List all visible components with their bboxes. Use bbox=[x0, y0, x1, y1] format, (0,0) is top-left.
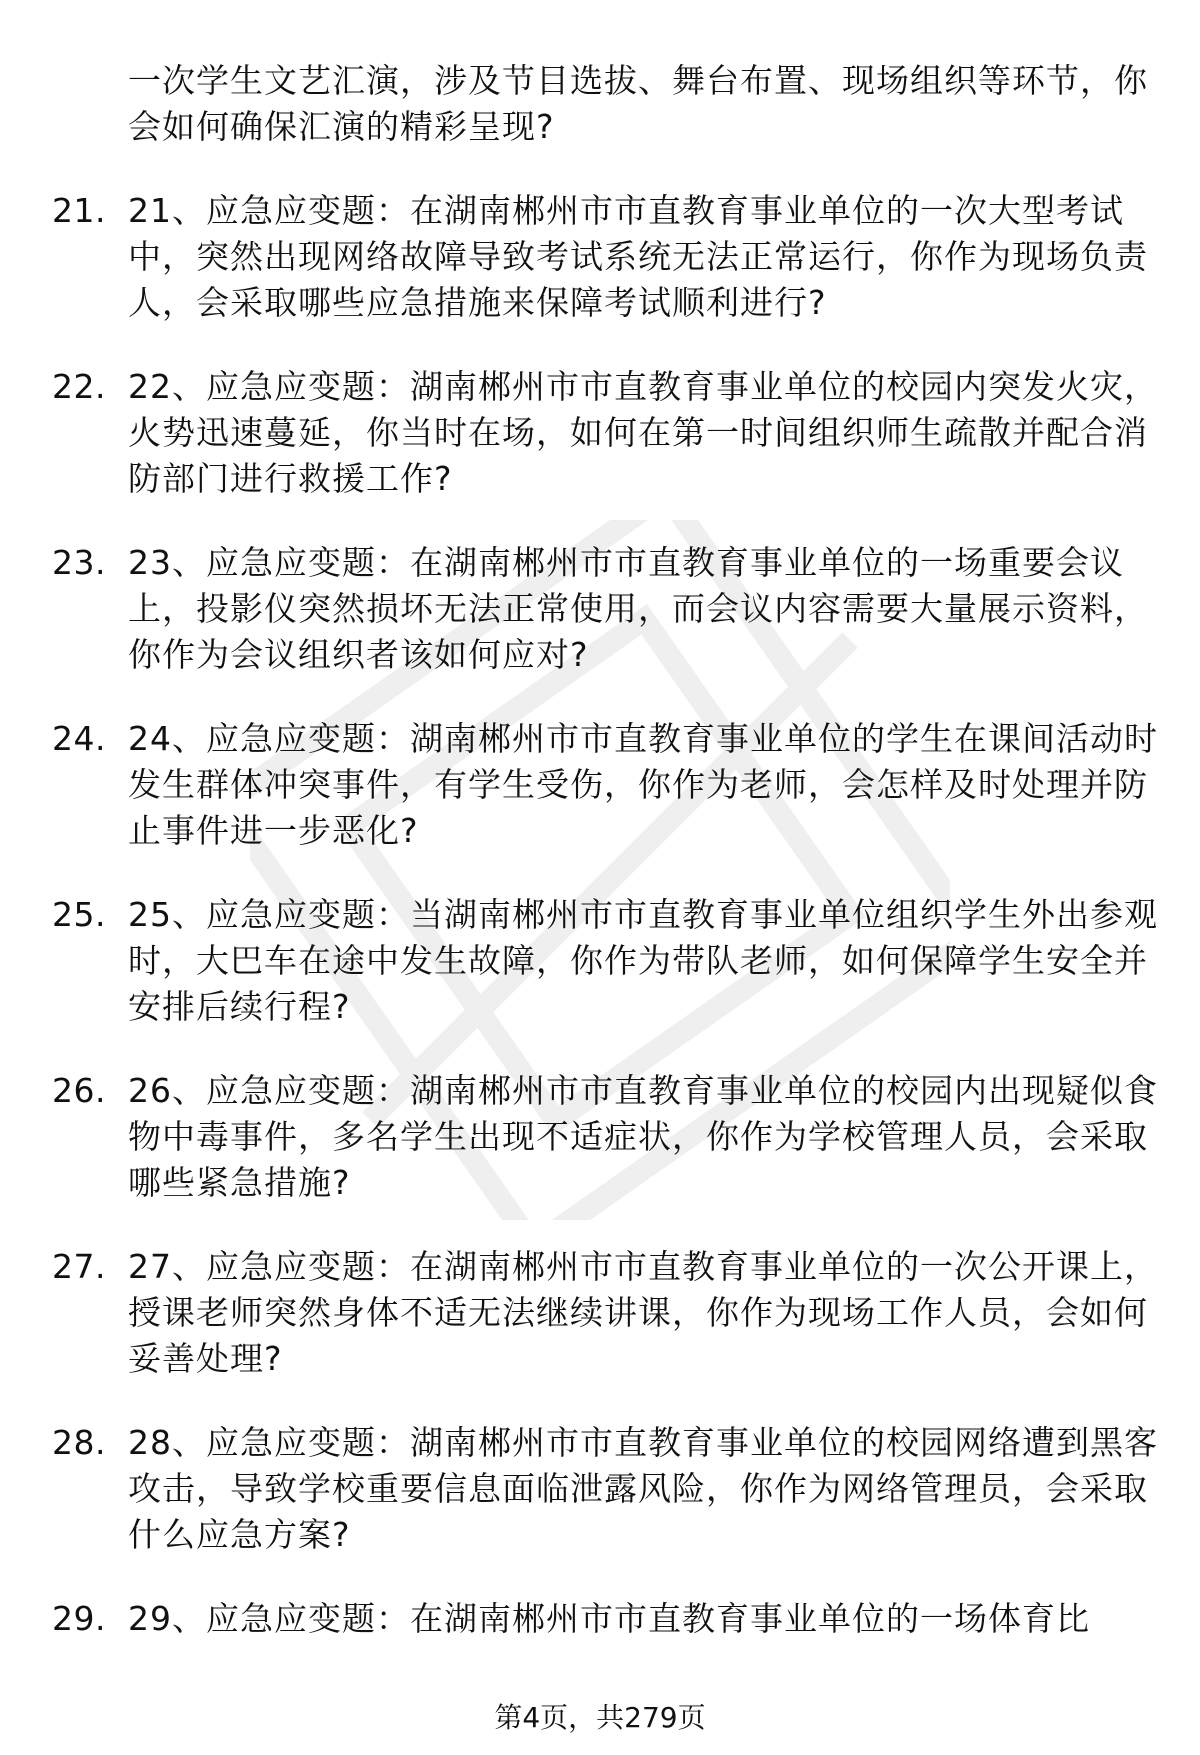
question-number: 24. bbox=[52, 719, 106, 758]
question-number: 23. bbox=[52, 543, 106, 582]
question-item-29 bbox=[0, 1596, 1200, 1642]
question-text: 27、应急应变题：在湖南郴州市市直教育事业单位的一次公开课上，授课老师突然身体不适无法继续讲课，你作为现场工作人员，会如何妥善处理? bbox=[128, 1247, 1158, 1378]
question-text: 26、应急应变题：湖南郴州市市直教育事业单位的校园内出现疑似食物中毒事件，多名学生出现不适症状，你作为学校管理人员，会采取哪些紧急措施? bbox=[128, 1071, 1158, 1202]
question-text: 28、应急应变题：湖南郴州市市直教育事业单位的校园网络遭到黑客攻击，导致学校重要信息面临泄露风险，你作为网络管理员，会采取什么应急方案? bbox=[128, 1423, 1158, 1554]
question-item-26 bbox=[0, 1068, 1200, 1206]
question-number: 25. bbox=[52, 895, 106, 934]
question-number: 27. bbox=[52, 1247, 106, 1286]
question-text: 29、应急应变题：在湖南郴州市市直教育事业单位的一场体育比 bbox=[128, 1599, 1090, 1638]
question-item-25 bbox=[0, 892, 1200, 1030]
question-number: 29. bbox=[52, 1599, 106, 1638]
page-footer: 第4页，共279页 bbox=[494, 1701, 706, 1734]
question-item-21 bbox=[0, 188, 1200, 326]
question-number: 28. bbox=[52, 1423, 106, 1462]
question-item-23 bbox=[0, 540, 1200, 678]
question-item-27 bbox=[0, 1244, 1200, 1382]
question-item-22 bbox=[0, 364, 1200, 502]
question-text: 22、应急应变题：湖南郴州市市直教育事业单位的校园内突发火灾，火势迅速蔓延，你当时在场，如何在第一时间组织师生疏散并配合消防部门进行救援工作? bbox=[128, 367, 1158, 498]
question-list bbox=[0, 58, 1200, 1642]
question-text: 24、应急应变题：湖南郴州市市直教育事业单位的学生在课间活动时发生群体冲突事件，有学生受伤，你作为老师，会怎样及时处理并防止事件进一步恶化? bbox=[128, 719, 1158, 850]
question-number: 22. bbox=[52, 367, 106, 406]
continued-question-text: 一次学生文艺汇演，涉及节目选拔、舞台布置、现场组织等环节，你会如何确保汇演的精彩呈现? bbox=[128, 61, 1148, 146]
question-text: 21、应急应变题：在湖南郴州市市直教育事业单位的一次大型考试中，突然出现网络故障导致考试系统无法正常运行，你作为现场负责人，会采取哪些应急措施来保障考试顺利进行? bbox=[128, 191, 1148, 322]
question-item-28 bbox=[0, 1420, 1200, 1558]
question-text: 23、应急应变题：在湖南郴州市市直教育事业单位的一场重要会议上，投影仪突然损坏无法正常使用，而会议内容需要大量展示资料，你作为会议组织者该如何应对? bbox=[128, 543, 1148, 674]
question-number: 21. bbox=[52, 191, 106, 230]
question-item-24 bbox=[0, 716, 1200, 854]
question-text: 25、应急应变题：当湖南郴州市市直教育事业单位组织学生外出参观时，大巴车在途中发生故障，你作为带队老师，如何保障学生安全并安排后续行程? bbox=[128, 895, 1158, 1026]
question-number: 26. bbox=[52, 1071, 106, 1110]
continued-question bbox=[0, 58, 1200, 150]
